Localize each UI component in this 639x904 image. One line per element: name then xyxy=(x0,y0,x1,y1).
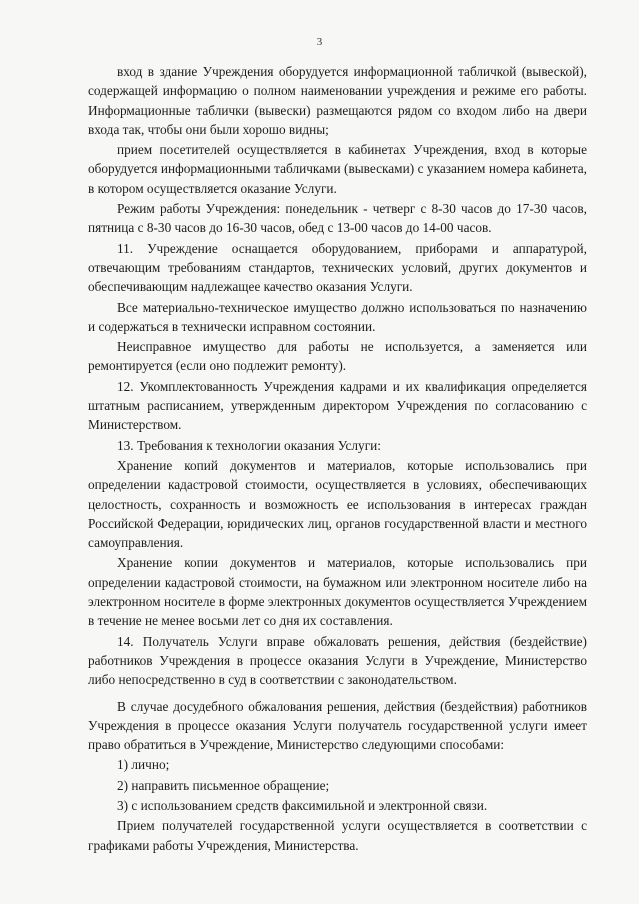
paragraph-entrance-signage: вход в здание Учреждения оборудуется информационной табличкой (вывеской), содержащей информацию о полном наименовании учреждения и режиме его работы. Информационные таблички (вывески) размещаются рядом со входом либо на двери входа так, чтобы они были хорошо видны; xyxy=(88,64,587,137)
paragraph-property-usage: Все материально-техническое имущество должно использоваться по назначению и содержаться в технически исправном состоянии. xyxy=(88,299,587,334)
list-item-fax-electronic: 3) с использованием средств факсимильной и электронной связи. xyxy=(117,797,488,813)
list-item-in-person: 1) лично; xyxy=(117,757,170,773)
paragraph-storage-copies-1: Хранение копий документов и материалов, которые использовались при определении кадастровой стоимости, осуществляется в условиях, обеспечивающих целостность, сохранность и возможность ее использования в интересах граждан Российской Федерации, юридических лиц, органов государственной власти и местного самоуправления. xyxy=(88,457,587,551)
paragraph-11-equipment: 11. Учреждение оснащается оборудованием, приборами и аппаратурой, отвечающим требованиям стандартов, технических условий, других документов и обеспечивающим надлежащее качество оказания Услуги. xyxy=(88,240,587,295)
paragraph-12-staffing: 12. Укомплектованность Учреждения кадрами и их квалификация определяется штатным расписанием, утвержденным директором Учреждения по согласованию с Министерством. xyxy=(88,378,587,433)
document-body xyxy=(88,62,587,855)
paragraph-14-appeal: 14. Получатель Услуги вправе обжаловать решения, действия (бездействие) работников Учреждения в процессе оказания Услуги в Учреждение, Министерство либо непосредственно в суд в соответствии с законодательством. xyxy=(88,633,587,688)
paragraph-13-technology-heading: 13. Требования к технологии оказания Услуги: xyxy=(117,437,381,453)
paragraph-storage-copies-2: Хранение копии документов и материалов, которые использовались при определении кадастровой стоимости, на бумажном или электронном носителе либо на электронном носителе в форме электронных документов осуществляется Учреждением в течение не менее восьми лет со дня их составления. xyxy=(88,555,587,629)
paragraph-faulty-property: Неисправное имущество для работы не используется, а заменяется или ремонтируется (если оно подлежит ремонту). xyxy=(88,339,587,374)
page-number: 3 xyxy=(316,36,323,48)
paragraph-pretrial-appeal: В случае досудебного обжалования решения, действия (бездействия) работников Учреждения в процессе оказания Услуги получатель государственной услуги имеет право обратиться в Учреждение, Министерство следующими способами: xyxy=(88,698,587,753)
paragraph-visitor-reception: прием посетителей осуществляется в кабинетах Учреждения, вход в которые оборудуется информационными табличками (вывесками) с указанием номера кабинета, в котором осуществляется оказание Услуги. xyxy=(88,142,587,196)
paragraph-working-hours: Режим работы Учреждения: понедельник - четверг с 8-30 часов до 17-30 часов, пятница с 8-30 часов до 16-30 часов, обед с 13-00 часов до 14-00 часов. xyxy=(88,201,587,236)
paragraph-reception-schedule: Прием получателей государственной услуги осуществляется в соответствии с графиками работы Учреждения, Министерства. xyxy=(88,818,587,853)
list-item-written-request: 2) направить письменное обращение; xyxy=(117,777,330,793)
